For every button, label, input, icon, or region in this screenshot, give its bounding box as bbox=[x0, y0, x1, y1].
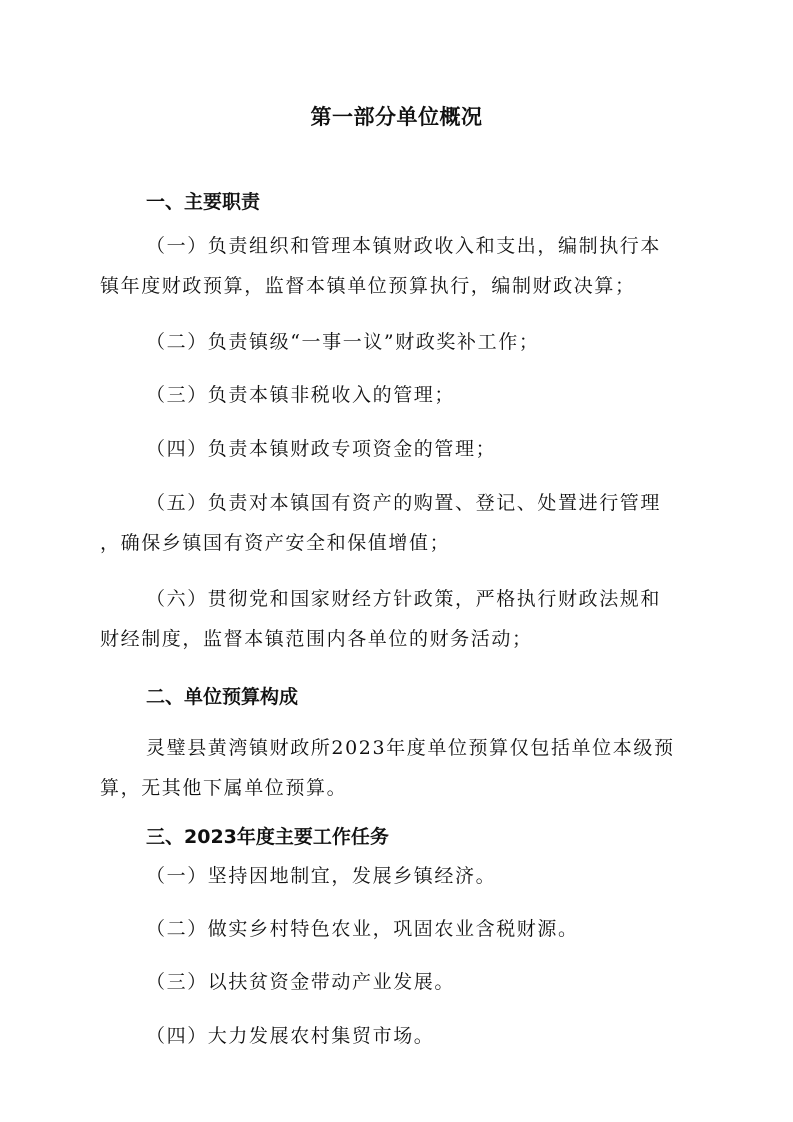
paragraph-line: （二）做实乡村特色农业，巩固农业含税财源。 bbox=[146, 918, 579, 940]
paragraph-line: （一）坚持因地制宜，发展乡镇经济。 bbox=[146, 865, 497, 887]
paragraph-line: 财经制度，监督本镇范围内各单位的财务活动； bbox=[100, 628, 533, 650]
paragraph-line: （三）负责本镇非税收入的管理； bbox=[146, 384, 456, 406]
paragraph-line: （五）负责对本镇国有资产的购置、登记、处置进行管理 bbox=[146, 492, 662, 514]
section-heading-tasks: 三、2023年度主要工作任务 bbox=[146, 826, 389, 848]
paragraph-line: ，确保乡镇国有资产安全和保值增值； bbox=[100, 532, 451, 554]
section-heading-duties: 一、主要职责 bbox=[146, 191, 261, 213]
paragraph-line: 镇年度财政预算，监督本镇单位预算执行，编制财政决算； bbox=[100, 275, 636, 297]
paragraph-line: 灵璧县黄湾镇财政所2023年度单位预算仅包括单位本级预 bbox=[146, 737, 675, 759]
paragraph-line: （四）大力发展农村集贸市场。 bbox=[146, 1025, 435, 1047]
paragraph-line: （三）以扶贫资金带动产业发展。 bbox=[146, 971, 456, 993]
paragraph-line: （四）负责本镇财政专项资金的管理； bbox=[146, 438, 497, 460]
paragraph-line: （二）负责镇级“一事一议”财政奖补工作； bbox=[146, 331, 540, 353]
paragraph-line: 算，无其他下属单位预算。 bbox=[100, 777, 348, 799]
paragraph-line: （六）贯彻党和国家财经方针政策，严格执行财政法规和 bbox=[146, 588, 662, 610]
page-title: 第一部分单位概况 bbox=[310, 105, 483, 129]
section-heading-budget-composition: 二、单位预算构成 bbox=[146, 686, 299, 708]
paragraph-line: （一）负责组织和管理本镇财政收入和支出，编制执行本 bbox=[146, 235, 662, 257]
